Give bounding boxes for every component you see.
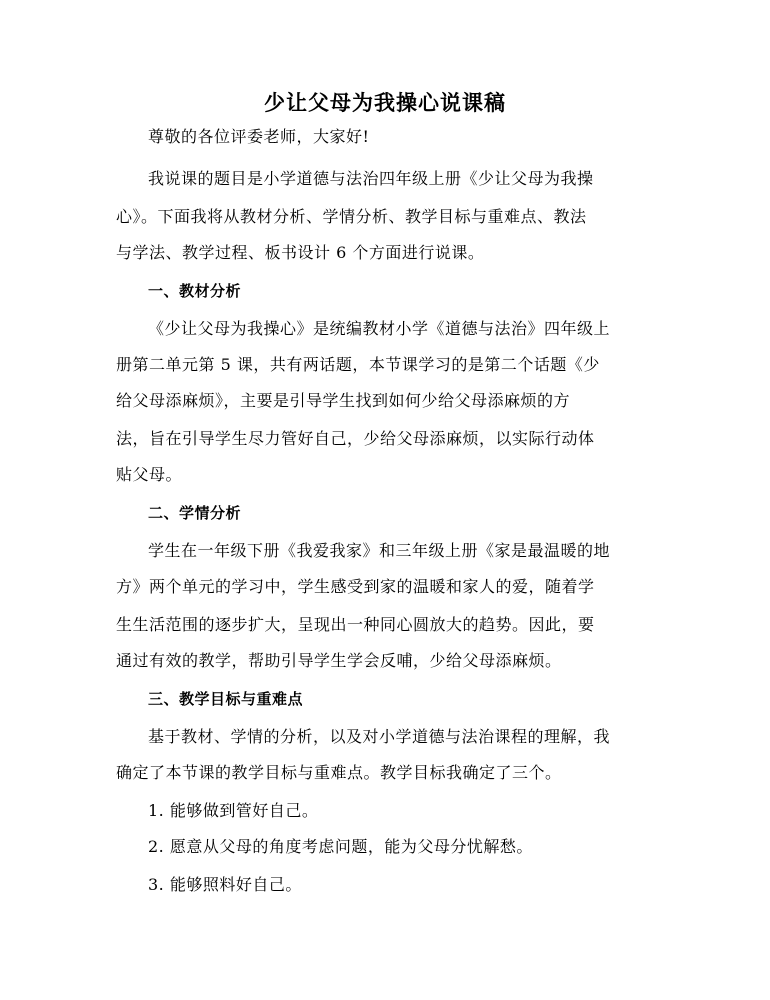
intro-line: 我说课的题目是小学道德与法治四年级上册《少让父母为我操 — [148, 169, 594, 188]
paragraph-line: 给父母添麻烦》，主要是引导学生找到如何少给父母添麻烦的方 — [116, 391, 571, 410]
paragraph-line: 册第二单元第 5 课，共有两话题，本节课学习的是第二个话题《少 — [116, 355, 600, 374]
goal-item: 3. 能够照料好自己。 — [148, 875, 302, 894]
paragraph-line: 基于教材、学情的分析，以及对小学道德与法治课程的理解，我 — [148, 727, 611, 746]
paragraph-line: 贴父母。 — [116, 465, 183, 484]
paragraph-line: 通过有效的教学，帮助引导学生学会反哺，少给父母添麻烦。 — [116, 651, 562, 670]
goal-item: 2. 愿意从父母的角度考虑问题，能为父母分忧解愁。 — [148, 837, 533, 856]
document-title: 少让父母为我操心说课稿 — [264, 91, 506, 115]
paragraph-line: 生生活范围的逐步扩大，呈现出一种同心圆放大的趋势。因此，要 — [116, 615, 595, 634]
paragraph-line: 法，旨在引导学生尽力管好自己，少给父母添麻烦，以实际行动体 — [116, 429, 595, 448]
paragraph-line: 确定了本节课的教学目标与重难点。教学目标我确定了三个。 — [116, 763, 562, 782]
section-heading-textbook-analysis: 一、教材分析 — [148, 282, 242, 300]
intro-line: 心》。下面我将从教材分析、学情分析、教学目标与重难点、教法 — [116, 207, 587, 226]
paragraph-line: 方》两个单元的学习中，学生感受到家的温暖和家人的爱，随着学 — [116, 577, 595, 596]
section-heading-teaching-goals: 三、教学目标与重难点 — [148, 690, 304, 708]
section-heading-student-analysis: 二、学情分析 — [148, 504, 242, 522]
paragraph-line: 《少让父母为我操心》是统编教材小学《道德与法治》四年级上 — [148, 319, 611, 338]
intro-line: 与学法、教学过程、板书设计 6 个方面进行说课。 — [116, 243, 485, 262]
greeting-text: 尊敬的各位评委老师，大家好! — [148, 127, 370, 146]
goal-item: 1. 能够做到管好自己。 — [148, 801, 319, 820]
paragraph-line: 学生在一年级下册《我爱我家》和三年级上册《家是最温暖的地 — [148, 541, 611, 560]
